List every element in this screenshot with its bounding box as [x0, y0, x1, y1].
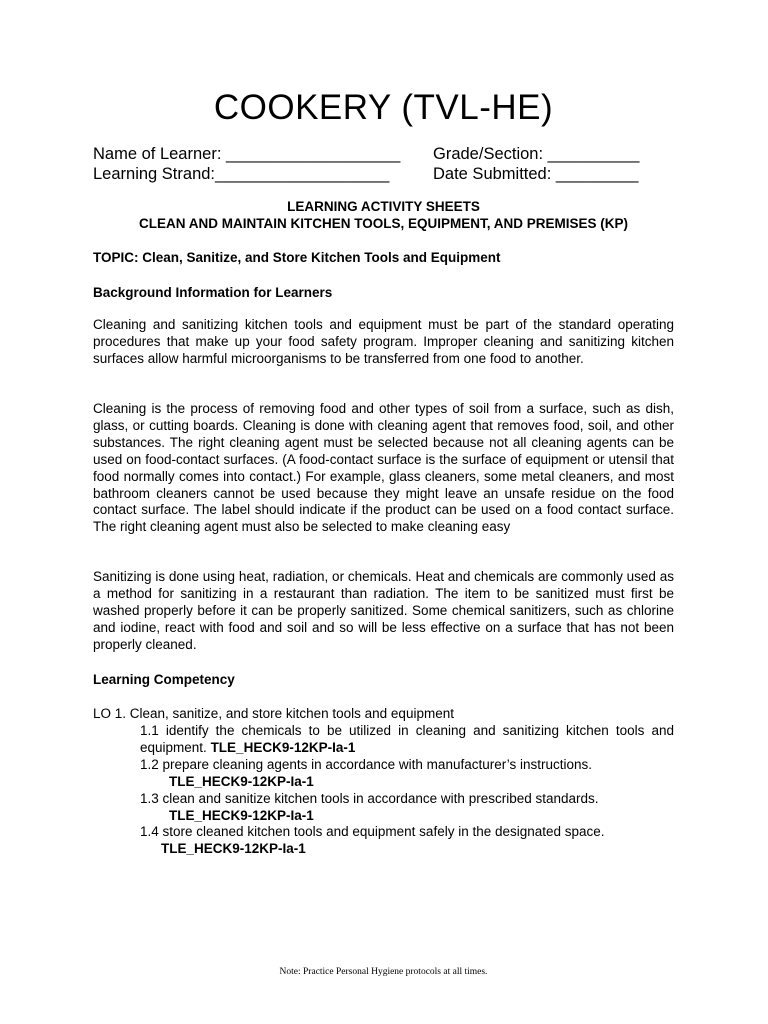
objective-item: [140, 823, 674, 857]
page-title: COOKERY (TVL-HE): [213, 88, 554, 127]
paragraph-sanitizing: Sanitizing is done using heat, radiation, or chemicals. Heat and chemicals are commonly used as a method for sanitizing in a restaurant than radiation. The item to be sanitized must first be washed properly before it can be properly sanitized. Some chemical sanitizers, such as chlorine and iodine, react with food and soil and so will be less effective on a surface that has not been properly cleaned.: [93, 569, 674, 652]
sheet-subtitle: CLEAN AND MAINTAIN KITCHEN TOOLS, EQUIPMENT, AND PREMISES (KP): [138, 216, 628, 231]
date-submitted-field: Date Submitted: _________: [433, 165, 639, 183]
objective-item: [140, 756, 674, 790]
competency-heading: Learning Competency: [93, 672, 235, 687]
objective-text: 1.4 store cleaned kitchen tools and equipment safely in the designated space.: [140, 824, 605, 839]
objective-item: [140, 790, 674, 824]
sheet-heading: LEARNING ACTIVITY SHEETS: [287, 199, 480, 214]
competency-code: TLE_HECK9-12KP-Ia-1: [169, 774, 314, 789]
competency-code: TLE_HECK9-12KP-Ia-1: [161, 841, 306, 856]
topic-heading: TOPIC: Clean, Sanitize, and Store Kitchen Tools and Equipment: [93, 250, 501, 265]
objective-text: 1.3 clean and sanitize kitchen tools in accordance with prescribed standards.: [140, 791, 599, 806]
objective-text: 1.1 identify the chemicals to be utilized in cleaning and sanitizing kitchen tools and equipment.: [140, 723, 674, 755]
competency-code: TLE_HECK9-12KP-Ia-1: [169, 808, 314, 823]
footer-note: Note: Practice Personal Hygiene protocols at all times.: [279, 967, 488, 977]
learning-strand-field: Learning Strand:___________________: [93, 165, 390, 183]
competency-code: TLE_HECK9-12KP-Ia-1: [210, 740, 356, 755]
learning-objective: LO 1. Clean, sanitize, and store kitchen tools and equipment: [93, 706, 454, 721]
name-of-learner-field: Name of Learner: ___________________: [93, 145, 401, 163]
background-heading: Background Information for Learners: [93, 285, 333, 300]
paragraph-cleaning: Cleaning is the process of removing food and other types of soil from a surface, such as dish, glass, or cutting boards. Cleaning is done with cleaning agent that removes food, soil, and other substances. The right cleaning agent must be selected because not all cleaning agents can be used on food-contact surfaces. (A food-contact surface is the surface of equipment or utensil that food normally comes into contact.) For example, glass cleaners, some metal cleaners, and most bathroom cleaners cannot be used because they might leave an unsafe residue on the food contact surface. The label should indicate if the product can be used on a food contact surface. The right cleaning agent must also be selected to make cleaning easy: [93, 401, 674, 535]
paragraph-intro: Cleaning and sanitizing kitchen tools and equipment must be part of the standard operating procedures that make up your food safety program. Improper cleaning and sanitizing kitchen surfaces allow harmful microorganisms to be transferred from one food to another.: [93, 317, 674, 366]
grade-section-field: Grade/Section: __________: [433, 145, 640, 163]
objective-text: 1.2 prepare cleaning agents in accordance with manufacturer’s instructions.: [140, 757, 593, 772]
objective-item: [140, 722, 674, 756]
